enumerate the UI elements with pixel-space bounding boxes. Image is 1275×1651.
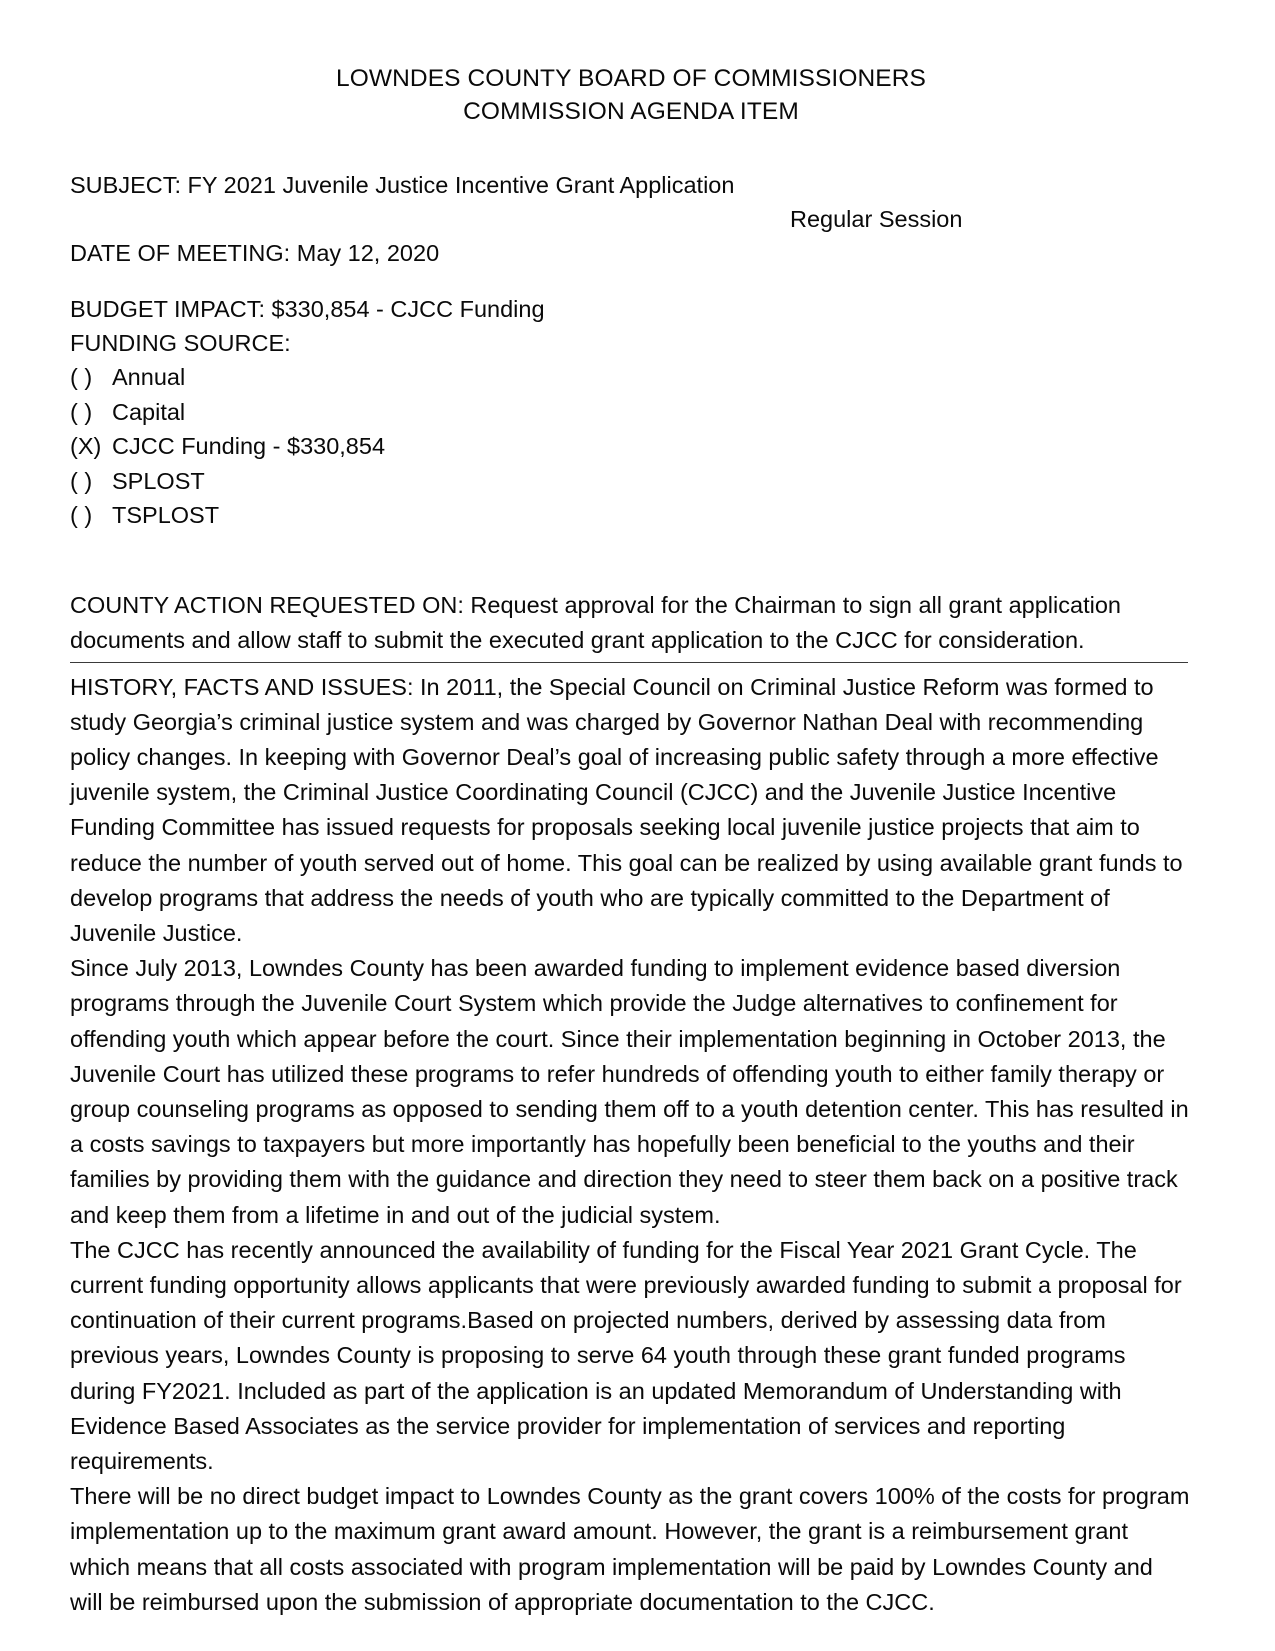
funding-option-label: Capital xyxy=(112,398,186,425)
funding-option-annual[interactable] xyxy=(70,360,1192,395)
funding-option-splost[interactable] xyxy=(70,464,1192,499)
funding-source-label: FUNDING SOURCE: xyxy=(70,330,291,356)
funding-option-label: SPLOST xyxy=(112,467,205,494)
checkbox-icon[interactable]: ( ) xyxy=(70,364,93,390)
funding-option-tsplost[interactable] xyxy=(70,498,1192,533)
meta-block xyxy=(70,168,1192,270)
checkbox-checked-icon[interactable]: (X) xyxy=(70,433,102,459)
checkbox-icon[interactable]: ( ) xyxy=(70,502,93,528)
funding-source-list xyxy=(70,360,1192,533)
budget-block xyxy=(70,292,1192,533)
budget-impact-line: BUDGET IMPACT: $330,854 - CJCC Funding xyxy=(70,296,545,322)
section-divider xyxy=(70,662,1188,663)
funding-option-label: CJCC Funding - $330,854 xyxy=(112,433,386,459)
date-of-meeting-line: DATE OF MEETING: May 12, 2020 xyxy=(70,240,440,266)
history-paragraph-1: HISTORY, FACTS AND ISSUES: In 2011, the Special Council on Criminal Justice Reform was formed to study Georgia’s criminal justice system and was charged by Governor Nathan Deal with recommending policy changes. In keeping with Governor Deal’s goal of increasing public safety through a more effective juvenile system, the Criminal Justice Coordinating Council (CJCC) and the Juvenile Justice Incentive Funding Committee has issued requests for proposals seeking local juvenile justice projects that aim to reduce the number of youth served out of home. This goal can be realized by using available grant funds to develop programs that address the needs of youth who are typically committed to the Department of Juvenile Justice. xyxy=(70,673,1183,946)
history-paragraph-2: Since July 2013, Lowndes County has been awarded funding to implement evidence based diversion programs through the Juvenile Court System which provide the Judge alternatives to confinement for offending youth which appear before the court. Since their implementation beginning in October 2013, the Juvenile Court has utilized these programs to refer hundreds of offending youth to either family therapy or group counseling programs as opposed to sending them off to a youth detention center. This has resulted in a costs savings to taxpayers but more importantly has hopefully been beneficial to the youths and their families by providing them with the guidance and direction they need to steer them back on a positive track and keep them from a lifetime in and out of the judicial system. xyxy=(70,955,1189,1228)
funding-option-label: Annual xyxy=(112,364,186,390)
subject-line: SUBJECT: FY 2021 Juvenile Justice Incentive Grant Application xyxy=(70,172,735,198)
header-line-title: COMMISSION AGENDA ITEM xyxy=(463,98,799,125)
county-action-section xyxy=(70,588,1192,658)
funding-option-label: TSPLOST xyxy=(112,502,220,528)
session-line: Regular Session xyxy=(790,206,963,232)
checkbox-icon[interactable]: ( ) xyxy=(70,398,93,425)
county-action-text: COUNTY ACTION REQUESTED ON: Request approval for the Chairman to sign all grant application documents and allow staff to submit the executed grant application to the CJCC for consideration. xyxy=(70,591,1121,653)
document-header xyxy=(70,62,1192,128)
history-section xyxy=(70,670,1192,1620)
funding-option-cjcc-funding[interactable] xyxy=(70,429,1192,464)
document-content xyxy=(70,62,1192,1620)
header-line-organization: LOWNDES COUNTY BOARD OF COMMISSIONERS xyxy=(336,65,926,92)
funding-option-capital[interactable] xyxy=(70,395,1192,430)
checkbox-icon[interactable]: ( ) xyxy=(70,467,93,494)
history-paragraph-3: The CJCC has recently announced the availability of funding for the Fiscal Year 2021 Grant Cycle. The current funding opportunity allows applicants that were previously awarded funding to submit a proposal for continuation of their current programs.Based on projected numbers, derived by assessing data from previous years, Lowndes County is proposing to serve 64 youth through these grant funded programs during FY2021. Included as part of the application is an updated Memorandum of Understanding with Evidence Based Associates as the service provider for implementation of services and reporting requirements. xyxy=(70,1236,1182,1474)
history-paragraph-4: There will be no direct budget impact to Lowndes County as the grant covers 100% of the costs for program implementation up to the maximum grant award amount. However, the grant is a reimbursement grant which means that all costs associated with program implementation will be paid by Lowndes County and will be reimbursed upon the submission of appropriate documentation to the CJCC. xyxy=(70,1483,1190,1615)
